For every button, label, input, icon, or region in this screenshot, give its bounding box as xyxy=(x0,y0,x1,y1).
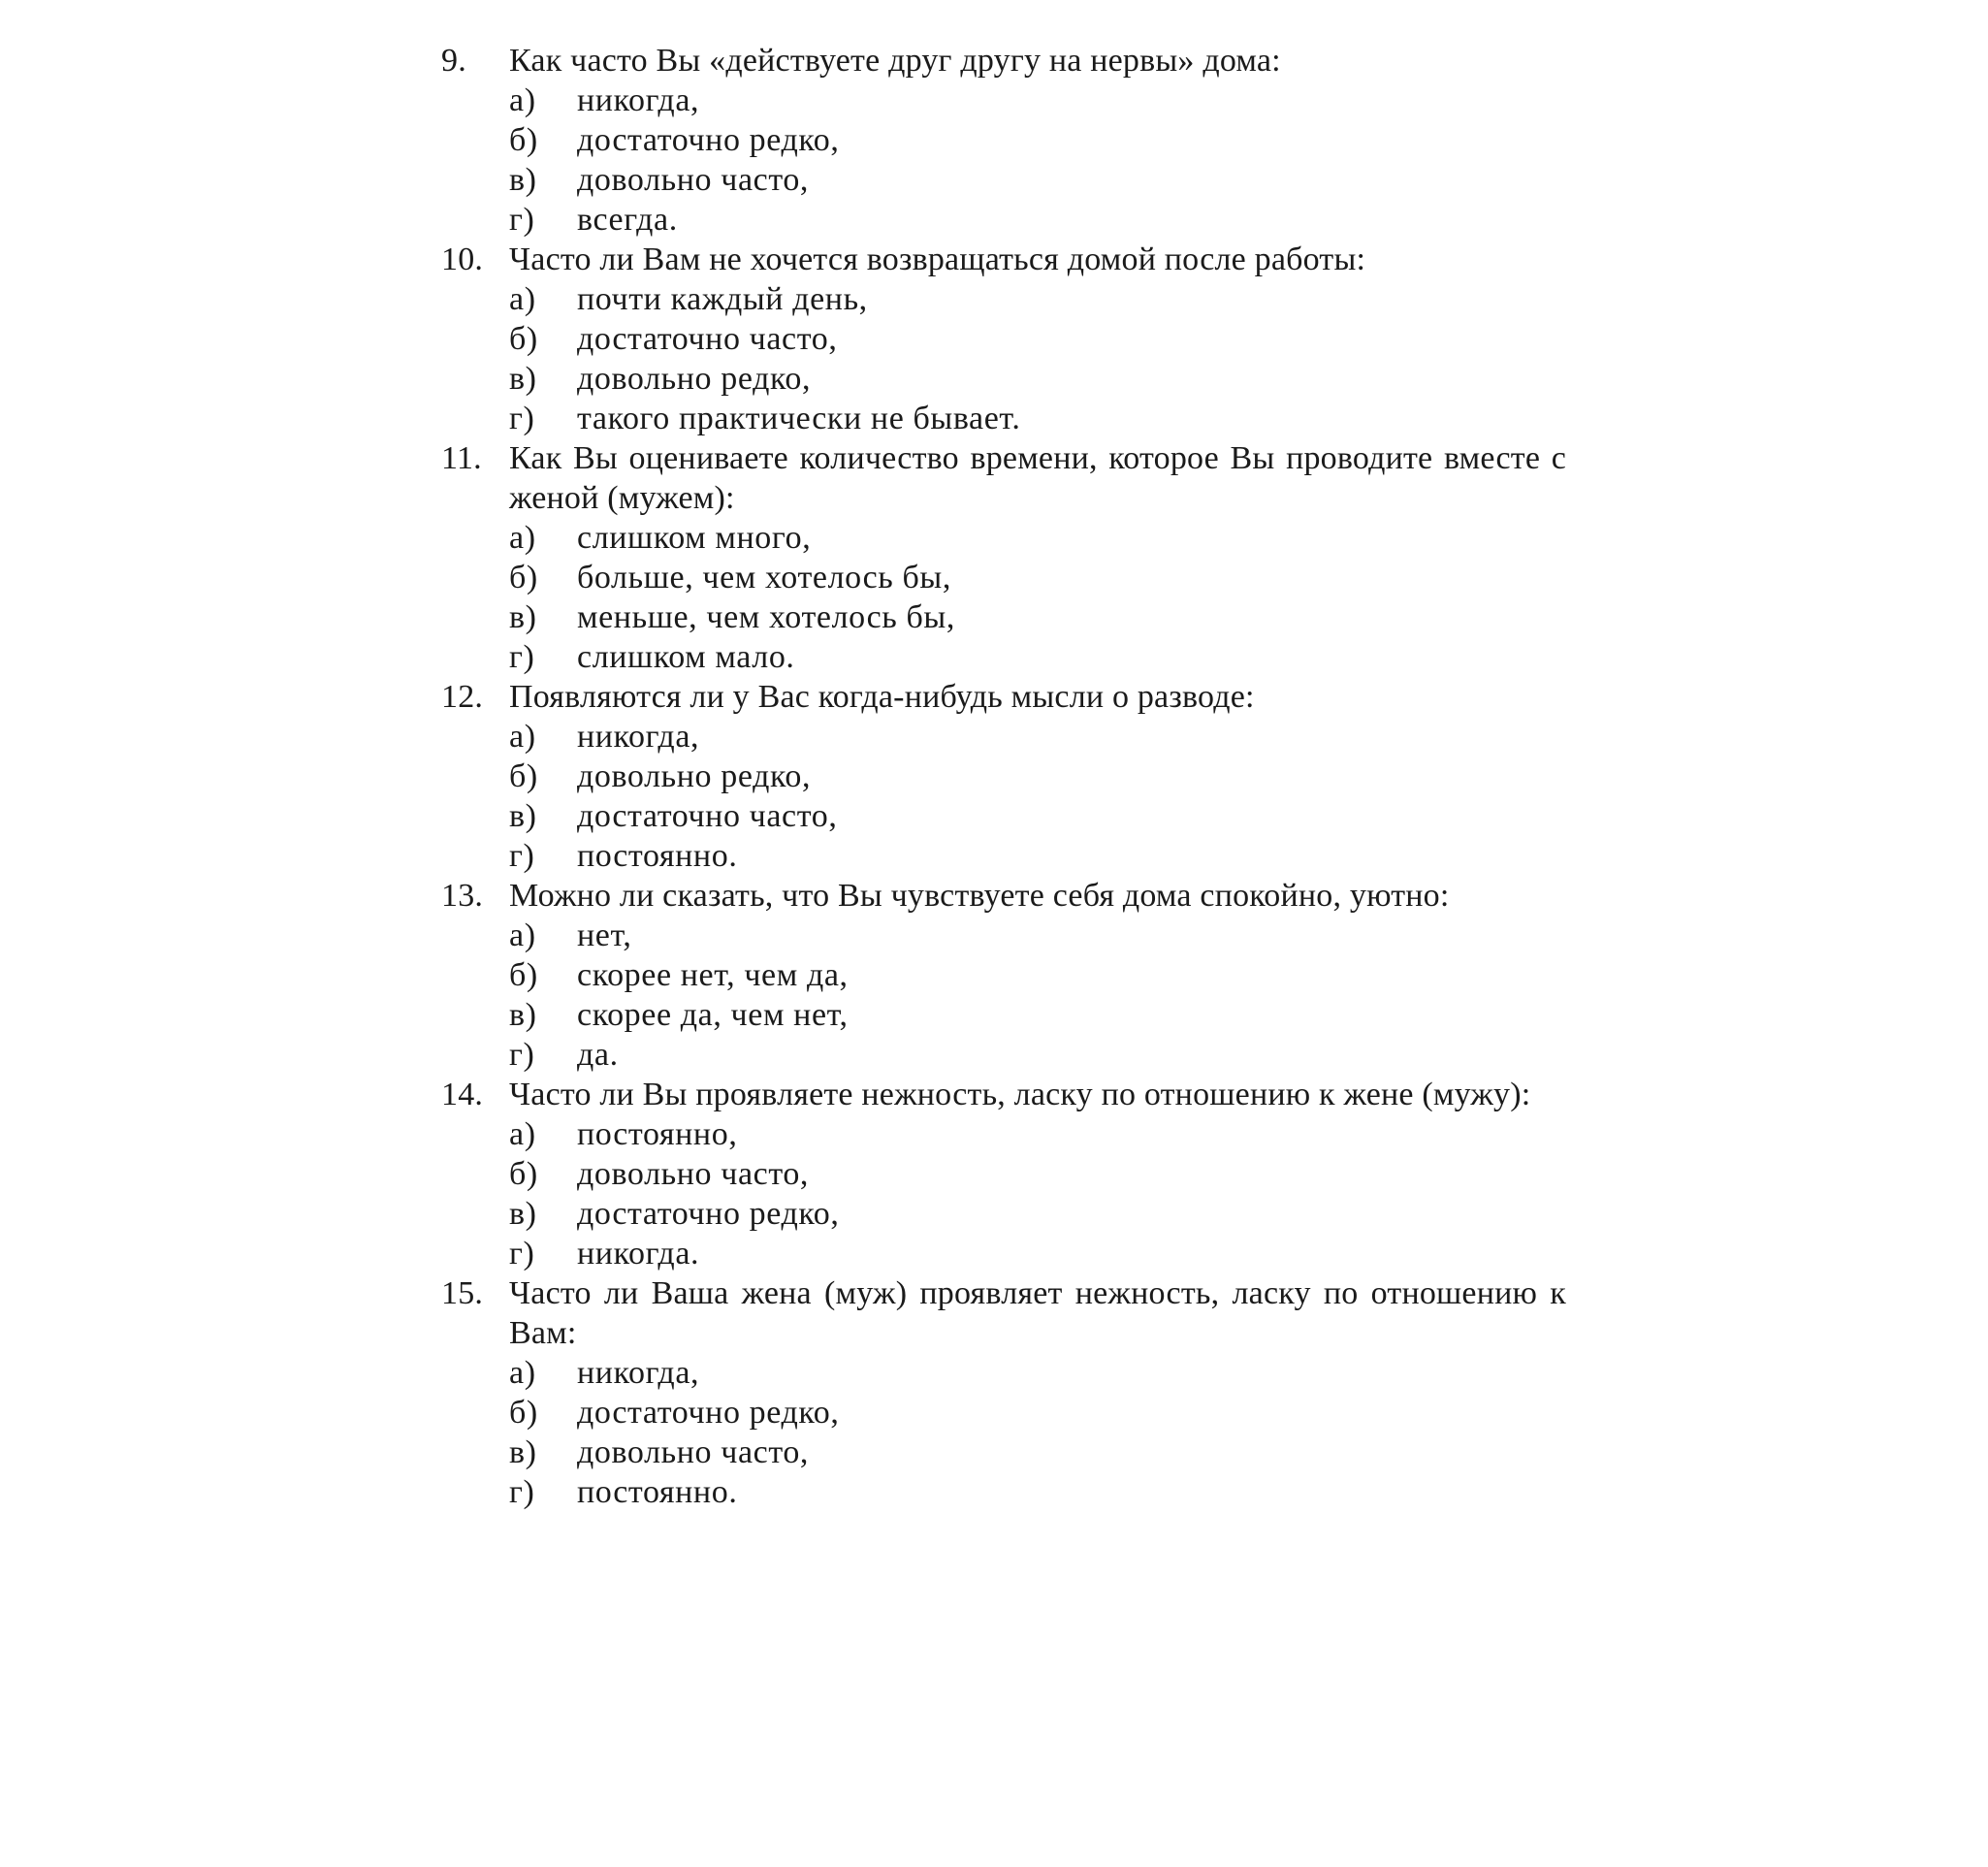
answer-letter: б) xyxy=(509,957,538,993)
answer-letter: г) xyxy=(509,639,535,675)
question-line xyxy=(441,677,1566,717)
answer-text: слишком мало. xyxy=(577,639,795,675)
answer-text: постоянно. xyxy=(577,1474,738,1510)
answer-text: довольно редко, xyxy=(577,758,812,794)
answer-option xyxy=(441,955,1566,995)
question-text: Как Вы оцениваете количество времени, которое Вы проводите вместе с женой (мужем): xyxy=(509,440,1566,516)
question-line xyxy=(441,41,1566,80)
question-15 xyxy=(441,1273,1566,1512)
answer-option xyxy=(441,1234,1566,1273)
answer-option xyxy=(441,1114,1566,1154)
question-line xyxy=(441,1075,1566,1114)
question-10 xyxy=(441,240,1566,438)
answer-letter: б) xyxy=(509,321,538,357)
answer-option xyxy=(441,1035,1566,1075)
answer-list xyxy=(441,1114,1566,1273)
question-12 xyxy=(441,677,1566,876)
answer-list xyxy=(441,717,1566,876)
answer-option xyxy=(441,399,1566,438)
answer-letter: а) xyxy=(509,719,536,755)
questionnaire xyxy=(441,41,1566,1512)
answer-option xyxy=(441,558,1566,597)
answer-option xyxy=(441,717,1566,756)
answer-letter: а) xyxy=(509,520,536,556)
answer-text: больше, чем хотелось бы, xyxy=(577,560,951,596)
answer-list xyxy=(441,279,1566,438)
question-9 xyxy=(441,41,1566,240)
answer-option xyxy=(441,160,1566,200)
answer-option xyxy=(441,120,1566,160)
answer-option xyxy=(441,836,1566,876)
answer-option xyxy=(441,756,1566,796)
question-line xyxy=(441,240,1566,279)
answer-option xyxy=(441,637,1566,677)
answer-list xyxy=(441,518,1566,677)
answer-option xyxy=(441,518,1566,558)
answer-letter: б) xyxy=(509,758,538,794)
question-number: 13. xyxy=(441,878,484,914)
question-number: 10. xyxy=(441,241,484,277)
answer-letter: б) xyxy=(509,560,538,596)
answer-letter: в) xyxy=(509,1434,537,1470)
answer-option xyxy=(441,359,1566,399)
question-line xyxy=(441,438,1566,518)
answer-letter: а) xyxy=(509,281,536,317)
question-number: 14. xyxy=(441,1077,484,1112)
question-14 xyxy=(441,1075,1566,1273)
answer-text: достаточно часто, xyxy=(577,798,838,834)
answer-letter: г) xyxy=(509,401,535,436)
question-text: Появляются ли у Вас когда-нибудь мысли о разводе: xyxy=(509,679,1255,715)
question-text: Часто ли Вы проявляете нежность, ласку по отношению к жене (мужу): xyxy=(509,1077,1531,1112)
answer-option xyxy=(441,279,1566,319)
answer-letter: в) xyxy=(509,1196,537,1232)
answer-text: постоянно. xyxy=(577,838,738,874)
answer-text: всегда. xyxy=(577,202,678,238)
question-text: Часто ли Вам не хочется возвращаться домой после работы: xyxy=(509,241,1366,277)
answer-text: нет, xyxy=(577,917,632,953)
answer-letter: б) xyxy=(509,1156,538,1192)
answer-option xyxy=(441,1393,1566,1432)
answer-letter: в) xyxy=(509,798,537,834)
answer-text: никогда. xyxy=(577,1236,700,1271)
answer-text: скорее нет, чем да, xyxy=(577,957,849,993)
answer-option xyxy=(441,80,1566,120)
answer-text: довольно часто, xyxy=(577,162,810,198)
answer-text: достаточно часто, xyxy=(577,321,838,357)
answer-text: довольно часто, xyxy=(577,1434,810,1470)
answer-letter: г) xyxy=(509,838,535,874)
answer-letter: а) xyxy=(509,1116,536,1152)
answer-text: никогда, xyxy=(577,1355,700,1391)
answer-text: достаточно редко, xyxy=(577,1196,840,1232)
answer-letter: г) xyxy=(509,202,535,238)
answer-text: почти каждый день, xyxy=(577,281,868,317)
answer-letter: а) xyxy=(509,1355,536,1391)
answer-option xyxy=(441,200,1566,240)
question-line xyxy=(441,876,1566,916)
question-line xyxy=(441,1273,1566,1353)
answer-option xyxy=(441,319,1566,359)
answer-option xyxy=(441,1472,1566,1512)
question-number: 9. xyxy=(441,43,466,79)
answer-letter: в) xyxy=(509,997,537,1033)
answer-letter: в) xyxy=(509,361,537,397)
answer-text: никогда, xyxy=(577,82,700,118)
answer-text: достаточно редко, xyxy=(577,1395,840,1431)
answer-list xyxy=(441,80,1566,240)
answer-text: довольно редко, xyxy=(577,361,812,397)
question-text: Часто ли Ваша жена (муж) проявляет нежность, ласку по отношению к Вам: xyxy=(509,1275,1566,1351)
answer-option xyxy=(441,1154,1566,1194)
answer-letter: г) xyxy=(509,1236,535,1271)
answer-list xyxy=(441,1353,1566,1512)
answer-text: такого практически не бывает. xyxy=(577,401,1021,436)
answer-text: скорее да, чем нет, xyxy=(577,997,849,1033)
answer-letter: в) xyxy=(509,599,537,635)
answer-letter: г) xyxy=(509,1474,535,1510)
answer-option xyxy=(441,1353,1566,1393)
answer-option xyxy=(441,916,1566,955)
answer-text: постоянно, xyxy=(577,1116,738,1152)
answer-text: достаточно редко, xyxy=(577,122,840,158)
question-11 xyxy=(441,438,1566,677)
answer-letter: в) xyxy=(509,162,537,198)
answer-text: меньше, чем хотелось бы, xyxy=(577,599,955,635)
answer-letter: б) xyxy=(509,1395,538,1431)
answer-text: слишком много, xyxy=(577,520,812,556)
answer-letter: б) xyxy=(509,122,538,158)
answer-option xyxy=(441,796,1566,836)
question-text: Можно ли сказать, что Вы чувствуете себя дома спокойно, уютно: xyxy=(509,878,1450,914)
question-number: 11. xyxy=(441,440,482,476)
answer-option xyxy=(441,1194,1566,1234)
answer-letter: а) xyxy=(509,82,536,118)
question-number: 15. xyxy=(441,1275,484,1311)
question-text: Как часто Вы «действуете друг другу на нервы» дома: xyxy=(509,43,1281,79)
answer-option xyxy=(441,597,1566,637)
answer-letter: а) xyxy=(509,917,536,953)
answer-list xyxy=(441,916,1566,1075)
answer-text: никогда, xyxy=(577,719,700,755)
answer-option xyxy=(441,995,1566,1035)
answer-letter: г) xyxy=(509,1037,535,1073)
answer-text: довольно часто, xyxy=(577,1156,810,1192)
answer-text: да. xyxy=(577,1037,619,1073)
answer-option xyxy=(441,1432,1566,1472)
question-13 xyxy=(441,876,1566,1075)
question-number: 12. xyxy=(441,679,484,715)
